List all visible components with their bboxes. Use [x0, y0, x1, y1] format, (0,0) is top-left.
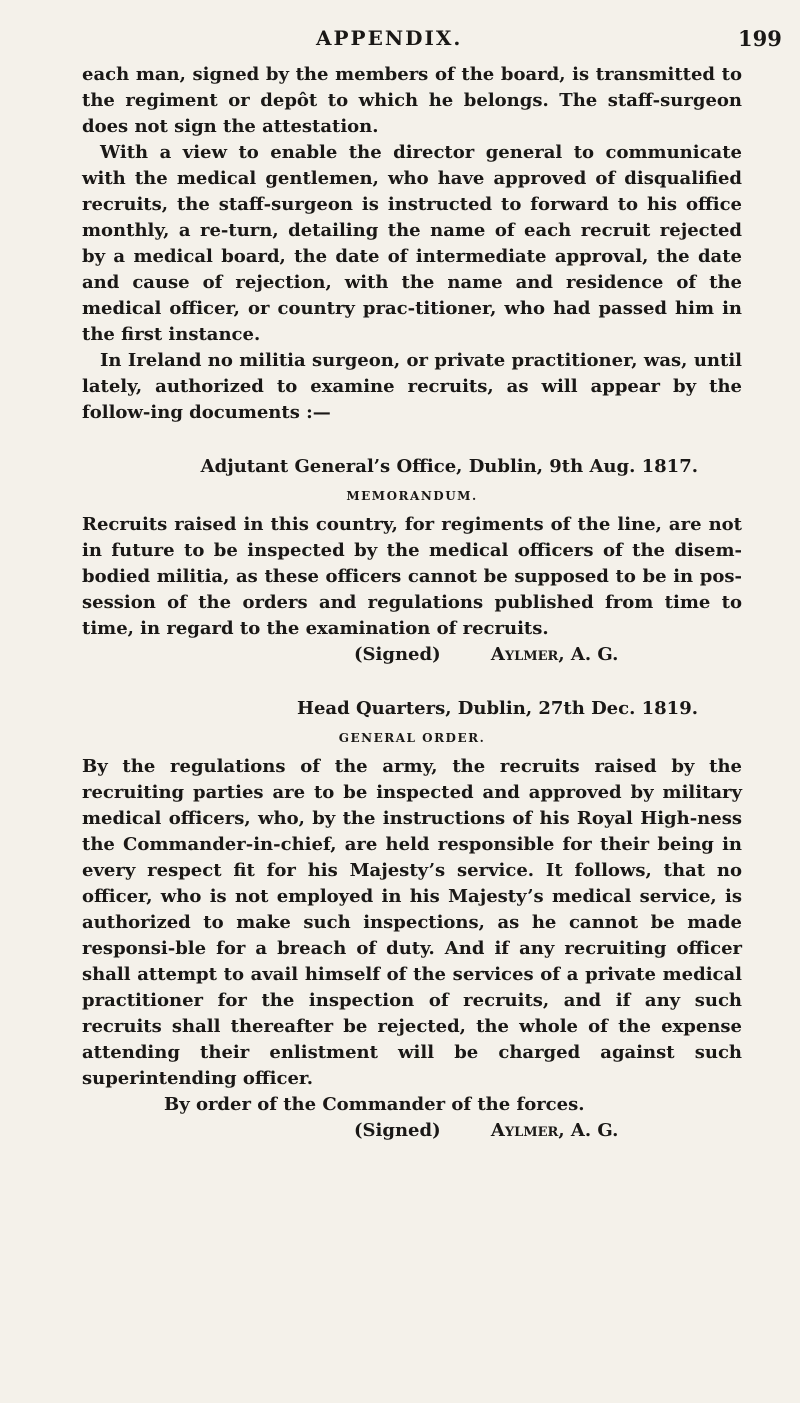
- running-head: [0, 26, 800, 56]
- general-order-closing: By order of the Commander of the forces.: [164, 1094, 585, 1115]
- intro-paragraph-2: With a view to enable the director general to communicate with the medical gentlemen, who have approved of disqualified recruits, the staff-surgeon is instructed to forward to his office monthly, a re-turn, detailing the name of each recruit rejected by a medical board, the date of intermediate approval, the date and cause of rejection, with the name and residence of the medical officer, or country prac-titioner, who had passed him in the first instance.: [82, 142, 742, 345]
- intro-paragraph-1: each man, signed by the members of the board, is transmitted to the regiment or depôt to which he belongs. The staff-surgeon does not sign the attestation.: [82, 64, 742, 137]
- intro-paragraph-3: In Ireland no militia surgeon, or private practitioner, was, until lately, authorized to examine recruits, as will appear by the follow-ing documents :—: [82, 350, 742, 423]
- running-title: APPENDIX.: [316, 26, 463, 50]
- general-order-section: [82, 696, 742, 1144]
- memorandum-signature: [82, 642, 742, 668]
- general-order-heading: GENERAL ORDER.: [338, 731, 486, 745]
- memorandum-body: Recruits raised in this country, for regiments of the line, are not in future to be inspected by the medical officers of the disem-bodied militia, as these officers cannot be supposed to be in pos-session of the orders and regulations published from time to time, in regard to the examination of recruits.: [82, 514, 742, 639]
- memorandum-signed-name: Aylmer, A. G.: [490, 644, 619, 665]
- memorandum-heading: MEMORANDUM.: [346, 489, 478, 503]
- memorandum-signed-label: (Signed): [354, 644, 441, 665]
- general-order-dateline: Head Quarters, Dublin, 27th Dec. 1819.: [296, 698, 698, 719]
- body-text: [82, 62, 742, 1144]
- general-order-signature: [82, 1118, 742, 1144]
- general-order-body: By the regulations of the army, the recruits raised by the recruiting parties are to be inspected and approved by military medical officers, who, by the instructions of his Royal High-ness the Commander-in-chief, are held responsible for their being in every respect fit for his Majesty’s service. It follows, that no officer, who is not employed in his Majesty’s medical service, is authorized to make such inspections, as he cannot be made responsi-ble for a breach of duty. And if any recruiting officer shall attempt to avail himself of the services of a private medical practitioner for the inspection of recruits, and if any such recruits shall thereafter be rejected, the whole of the expense attending their enlistment will be charged against such superintending officer.: [82, 756, 742, 1089]
- memorandum-dateline: Adjutant General’s Office, Dublin, 9th Aug. 1817.: [200, 456, 698, 477]
- page-number: 199: [738, 26, 782, 51]
- memorandum-section: [82, 454, 742, 668]
- general-order-signed-label: (Signed): [354, 1120, 441, 1141]
- general-order-signed-name: Aylmer, A. G.: [490, 1120, 619, 1141]
